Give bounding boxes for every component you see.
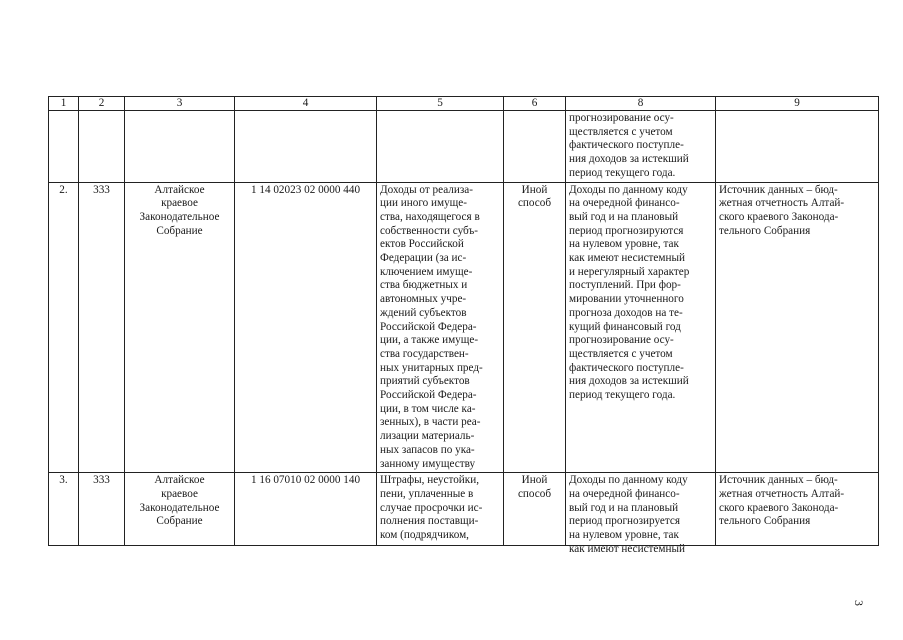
revenue-name: Доходы от реализа- ции иного имуще- ства, находящегося в собственности субъ- ектов Российской Федерации (за ис- ключением имуще- ства бюджетных и автономных учре- ждений субъектов Российской Федера- ции, а также имуще- ства государствен- ных унитарных пред- приятий субъектов Российской Федера- ции, в том числе ка- зенных), в части реа- лизации материаль- ных запасов по ука- занному имуществу xyxy=(377,182,504,473)
cell-empty xyxy=(235,111,377,183)
cell-empty xyxy=(716,111,879,183)
calculation-algorithm: Доходы по данному коду на очередной финансо- вый год и на плановый период прогнозируются на нулевом уровне, так как имеют несистемный и нерегулярный характер поступлений. При фор- мировании уточненного прогноза доходов на те- кущий финансовый год прогнозирование осу- ществляется с учетом фактического поступле- ния доходов за истекший период текущего года. xyxy=(566,182,716,473)
calculation-algorithm: Доходы по данному коду на очередной финансо- вый год и на плановый период прогнозируется на нулевом уровне, так как имеют несистемный xyxy=(569,474,688,555)
revenue-name-cell xyxy=(377,473,504,546)
continuation-algorithm-cell: прогнозирование осу- ществляется с учетом фактического поступле- ния доходов за истекший период текущего года. xyxy=(566,111,716,183)
admin-code: 333 xyxy=(79,182,125,473)
header-cell-2: 2 xyxy=(79,97,125,111)
table-row xyxy=(49,182,879,473)
revenue-name: Штрафы, неустойки, пени, уплаченные в случае просрочки ис- полнения поставщи- ком (подрядчиком, xyxy=(380,474,483,542)
header-cell-5: 5 xyxy=(377,97,504,111)
admin-name: Алтайское краевое Законодательное Собрание xyxy=(125,182,235,473)
cell-empty xyxy=(377,111,504,183)
revenue-forecast-table xyxy=(48,96,879,555)
table-row xyxy=(49,473,879,546)
row-number: 2. xyxy=(49,182,79,473)
header-cell-1: 1 xyxy=(49,97,79,111)
admin-code: 333 xyxy=(79,473,125,546)
calculation-algorithm-cell xyxy=(566,473,716,555)
row-number: 3. xyxy=(49,473,79,546)
admin-name: Алтайское краевое Законодательное Собрание xyxy=(125,473,235,546)
cell-empty xyxy=(125,111,235,183)
forecast-method: Иной способ xyxy=(504,182,566,473)
header-cell-4: 4 xyxy=(235,97,377,111)
cell-empty xyxy=(504,111,566,183)
header-cell-3: 3 xyxy=(125,97,235,111)
page-number: 3 xyxy=(852,600,866,606)
budget-class-code: 1 14 02023 02 0000 440 xyxy=(235,182,377,473)
data-source: Источник данных – бюд- жетная отчетность Алтай- ского краевого Законода- тельного Собрания xyxy=(716,473,879,546)
header-cell-6: 6 xyxy=(504,97,566,111)
data-source: Источник данных – бюд- жетная отчетность Алтай- ского краевого Законода- тельного Собрания xyxy=(716,182,879,473)
header-cell-8: 8 xyxy=(566,97,716,111)
header-row xyxy=(49,97,879,111)
budget-class-code: 1 16 07010 02 0000 140 xyxy=(235,473,377,546)
forecast-method: Иной способ xyxy=(504,473,566,546)
continuation-row xyxy=(49,111,879,183)
cell-empty xyxy=(49,111,79,183)
header-cell-9: 9 xyxy=(716,97,879,111)
cell-empty xyxy=(79,111,125,183)
